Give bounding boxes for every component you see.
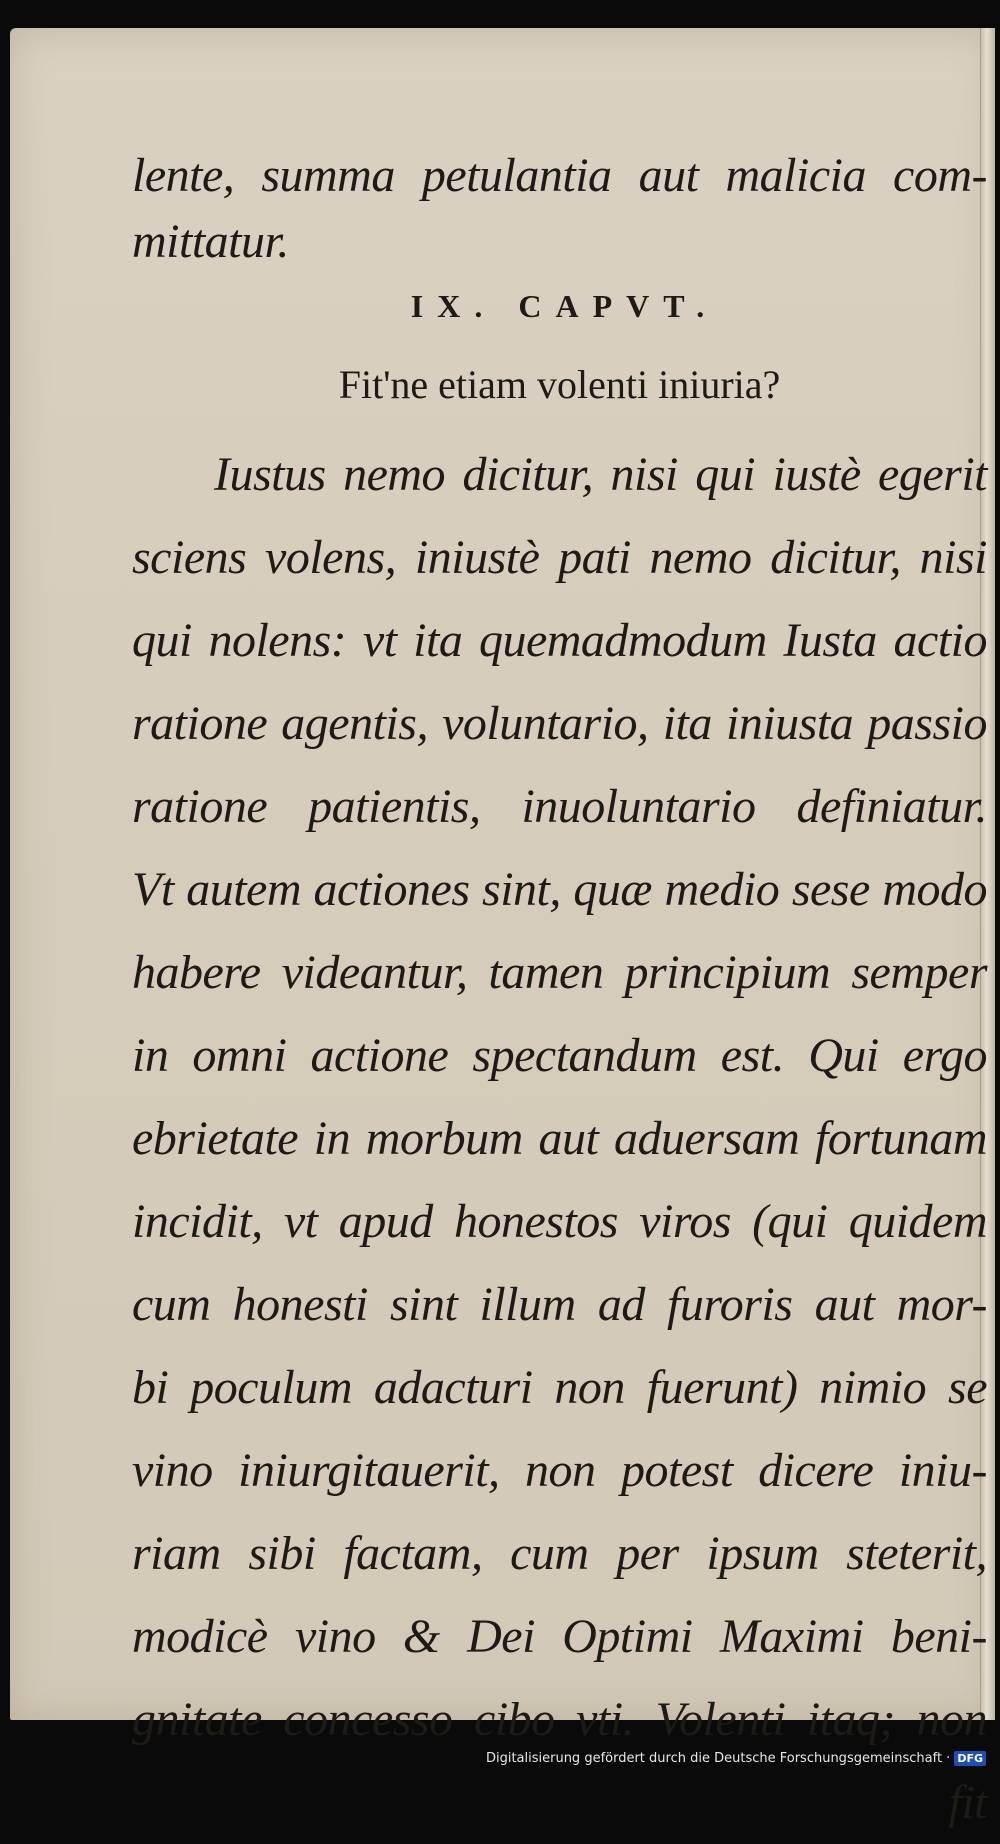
text-line: ratione agentis, voluntario, ita iniusta passio [132,697,987,750]
chapter-heading: IX. CAPVT. [410,288,719,324]
text-line: bi poculum adacturi non fuerunt) nimio se [132,1361,987,1414]
text-line: lente, summa petulantia aut malicia com- [132,149,987,202]
text-line: gnitate concesso cibo vti. Volenti itaq; non [132,1693,987,1746]
text-line: ebrietate in morbum aut aduersam fortunam [132,1112,987,1165]
digitization-credit [486,1751,986,1766]
text-line: incidit, vt apud honestos viros (qui quidem [132,1195,987,1248]
dfg-logo: DFG [954,1751,986,1766]
text-line: Vt autem actiones sint, quæ medio sese modo [132,863,987,916]
catchword: fit [948,1776,987,1829]
text-line: vino iniurgitauerit, non potest dicere iniu- [132,1444,987,1497]
text-line: sciens volens, iniustè pati nemo dicitur, nisi [132,531,987,584]
text-line: ratione patientis, inuoluntario definiatur. [132,780,987,833]
text-line: modicè vino & Dei Optimi Maximi beni- [132,1610,987,1663]
text-line: cum honesti sint illum ad furoris aut mor- [132,1278,987,1331]
credit-text: Digitalisierung gefördert durch die Deutsche Forschungsgemeinschaft · [485,1751,951,1766]
text-line: mittatur. [132,215,289,268]
text-line: habere videantur, tamen principium semper [132,946,987,999]
page-text [132,143,987,1844]
text-line: qui nolens: vt ita quemadmodum Iusta actio [132,614,987,667]
text-line: in omni actione spectandum est. Qui ergo [132,1029,987,1082]
chapter-subheading: Fit'ne etiam volenti iniuria? [338,362,781,407]
text-line: riam sibi factam, cum per ipsum steterit, [132,1527,987,1580]
text-line: Iustus nemo dicitur, nisi qui iustè egerit [214,448,987,501]
